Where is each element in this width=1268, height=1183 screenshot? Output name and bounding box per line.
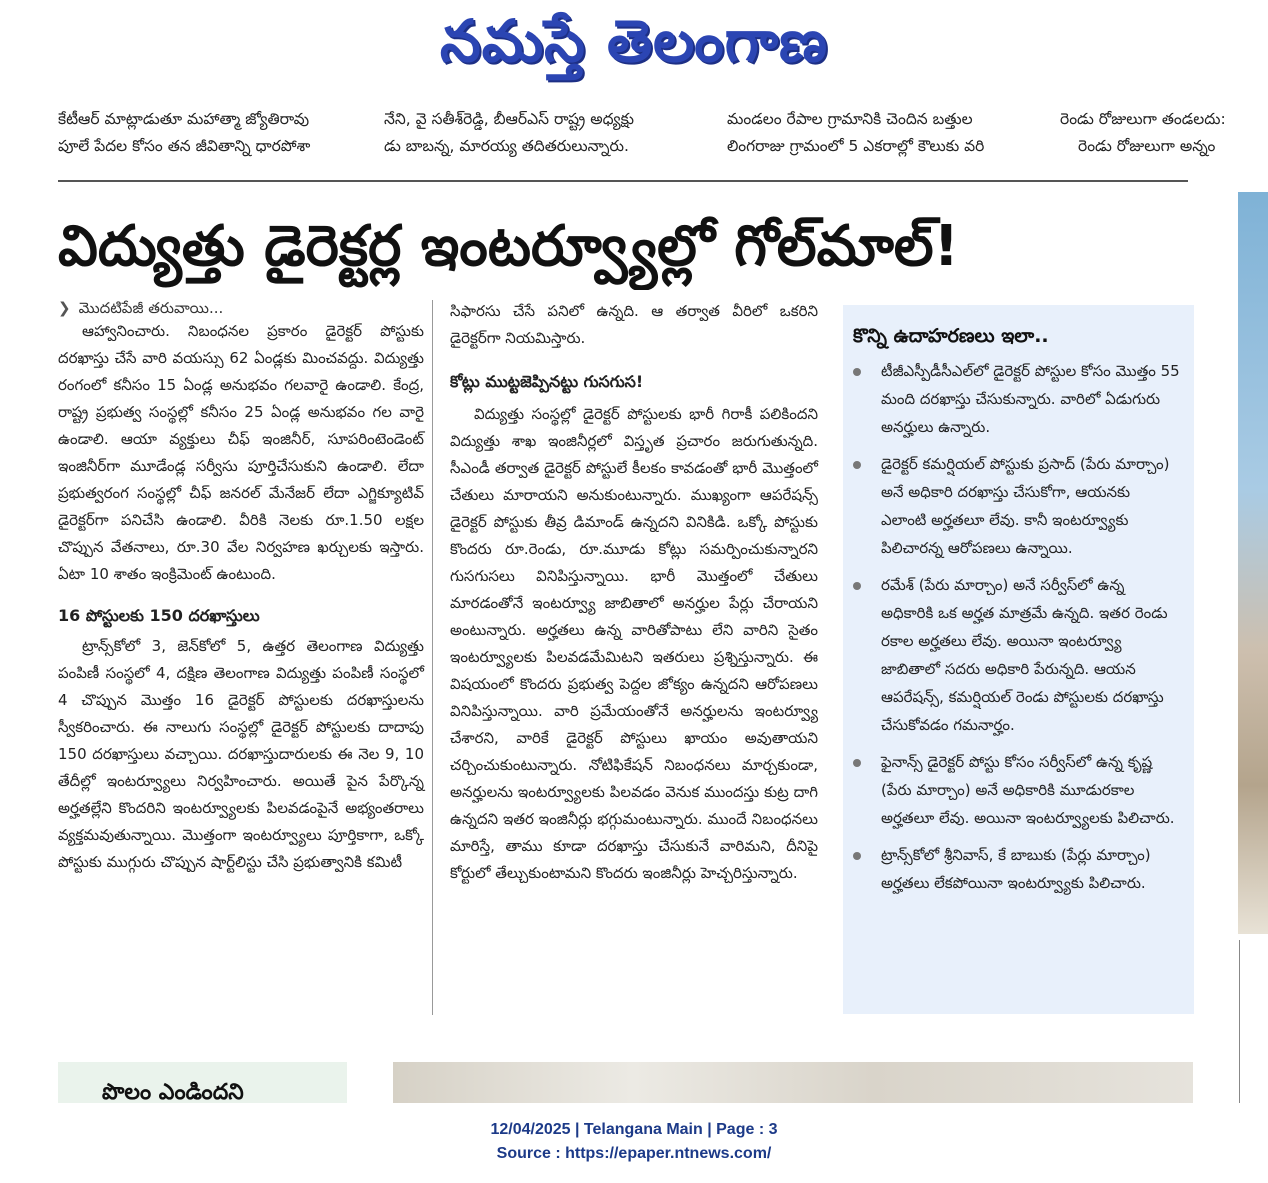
article-column-1 [58,298,424,876]
page-footer [0,1118,1268,1166]
list-item-text: డైరెక్టర్ కమర్షియల్ పోస్టుకు ప్రసాద్ (పేరు మార్చాం) అనే అధికారి దరఖాస్తు చేసుకోగా, ఆయనకు ఎలాంటి అర్హతలూ లేవు. కానీ ఇంటర్వ్యూకు పిలిచారన్న ఆరోపణలు ఉన్నాయి. [881,455,1170,557]
teaser-2-line2: డు బాబన్న, మారయ్య తదితరులున్నారు. [384,137,629,155]
next-story-heading: పొలం ఎండిందని [102,1080,244,1103]
teaser-1-line2: పూలే పేదల కోసం తన జీవితాన్ని ధారపోశా [58,137,311,155]
teaser-3 [727,106,1032,160]
sidebar-list [843,357,1194,897]
teaser-1 [58,106,358,160]
teaser-4 [1060,106,1268,160]
bullet-icon [853,759,861,767]
edition-info: 12/04/2025 | Telangana Main | Page : 3 [490,1121,778,1138]
section-divider [58,180,1188,182]
article-headline: విద్యుత్తు డైరెక్టర్ల ఇంటర్వ్యూల్లో గోల్‌మాల్! [58,214,960,279]
edge-divider [1239,940,1240,1103]
continued-kicker [58,298,424,318]
paragraph: ట్రాన్స్‌కోలో 3, జెన్‌కోలో 5, ఉత్తర తెలంగాణ విద్యుత్తు పంపిణీ సంస్థలో 4, దక్షిణ తెలంగాణ విద్యుత్తు పంపిణీ సంస్థలో 4 చొప్పున మొత్తం 16 డైరెక్టర్ పోస్టులకు దరఖాస్తులను స్వీకరించారు. ఈ నాలుగు సంస్థల్లో డైరెక్టర్ పోస్టులకు దాదాపు 150 దరఖాస్తులు వచ్చాయి. దరఖాస్తుదారులకు ఈ నెల 9, 10 తేదీల్లో ఇంటర్వ్యూలు నిర్వహించారు. అయితే పైన పేర్కొన్న అర్హతల్లేని కొందరిని ఇంటర్వ్యూలకు పిలవడంపైనే అభ్యంతరాలు వ్యక్తమవుతున్నాయి. మొత్తంగా ఇంటర్వ్యూలు పూర్తికాగా, ఒక్కో పోస్టుకు ముగ్గురు చొప్పున షార్ట్‌లిస్టు చేసి ప్రభుత్వానికి కమిటీ [58,637,424,871]
list-item-text: టీజీఎస్పీడీసీఎల్‌లో డైరెక్టర్ పోస్టుల కోసం మొత్తం 55 మంది దరఖాస్తు చేసుకున్నారు. వారిలో ఏడుగురు అనర్హులు ఉన్నారు. [881,362,1180,436]
bullet-icon [853,852,861,860]
teaser-3-line1: మండలం రేపాల గ్రామానికి చెందిన బత్తుల [727,110,973,128]
masthead [0,0,1268,86]
bullet-icon [853,582,861,590]
teaser-2 [384,106,684,160]
list-item [843,748,1194,832]
list-item [843,571,1194,739]
teaser-4-line1: రెండు రోజులుగా తండలదు: [1060,110,1226,128]
kicker-text: మొదటిపేజీ తరువాయి... [78,299,224,317]
list-item [843,357,1194,441]
list-item-text: ట్రాన్స్‌కోలో శ్రీనివాస్, కే బాబుకు (పేర్లు మార్చాం) అర్హతలు లేకపోయినా ఇంటర్వ్యూకు పిలిచారు. [881,846,1151,892]
bullet-icon [853,461,861,469]
paragraph: సిఫారసు చేసే పనిలో ఉన్నది. ఆ తర్వాత వీరిలో ఒకరిని డైరెక్టర్‌గా నియమిస్తారు. [450,302,818,347]
paragraph: ఆహ్వానించారు. నిబంధనల ప్రకారం డైరెక్టర్ పోస్టుకు దరఖాస్తు చేసే వారి వయస్సు 62 ఏండ్లకు మించవద్దు. విద్యుత్తు రంగంలో కనీసం 15 ఏండ్ల అనుభవం గలవారై ఉండాలి. కేంద్ర, రాష్ట్ర ప్రభుత్వ సంస్థల్లో కనీసం 25 ఏండ్ల అనుభవం గల వారై ఉండాలి. ఆయా వ్యక్తులు చీఫ్ ఇంజినీర్, సూపరింటెండెంట్ ఇంజినీర్‌గా మూడేండ్ల సర్వీసు పూర్తిచేసుకుని ఉండాలి. లేదా ప్రభుత్వరంగ సంస్థల్లో చీఫ్ జనరల్ మేనేజర్ లేదా ఎగ్జిక్యూటివ్ డైరెక్టర్‌గా పనిచేసి ఉండాలి. వీరికి నెలకు రూ.1.50 లక్షల చొప్పున వేతనాలు, రూ.30 వేల నిర్వహణ ఖర్చులకు ఇస్తారు. ఏటా 10 శాతం ఇంక్రిమెంట్ ఉంటుంది. [58,322,424,583]
adjacent-photo-edge [1238,192,1268,934]
source-link[interactable]: Source : https://epaper.ntnews.com/ [496,1145,772,1162]
list-item [843,450,1194,562]
teaser-1-line1: కేటీఆర్ మాట్లాడుతూ మహాత్మా జ్యోతిరావు [58,110,310,128]
column-divider [432,300,433,1015]
article-column-2 [450,298,818,887]
subheading: 16 పోస్టులకు 150 దరఖాస్తులు [58,606,260,625]
subheading: కోట్లు ముట్టజెప్పినట్టు గుసగుస! [450,372,644,391]
teaser-3-line2: లింగరాజు గ్రామంలో 5 ఎకరాల్లో కౌలుకు వరి [727,137,985,155]
next-story-teaser [58,1062,347,1103]
bullet-icon [853,368,861,376]
list-item-text: ఫైనాన్స్ డైరెక్టర్ పోస్టు కోసం సర్వీస్‌లో ఉన్న కృష్ణ (పేరు మార్చాం) అనే అధికారికి మూడురకాల అర్హతలూ లేవు. అయినా ఇంటర్వ్యూలకు పిలిచారు. [881,753,1175,827]
teaser-4-line2: రెండు రోజులుగా అన్నం [1078,137,1216,155]
newspaper-logo: నమస్తే తెలంగాణ [440,7,828,75]
paragraph: విద్యుత్తు సంస్థల్లో డైరెక్టర్ పోస్టులకు భారీ గిరాకీ పలికిందని విద్యుత్తు శాఖ ఇంజినీర్లలో విస్తృత ప్రచారం జరుగుతున్నది. సీఎండీ తర్వాత డైరెక్టర్ పోస్టులే కీలకం కావడంతో భారీ మొత్తంలో చేతులు మారాయని అనుకుంటున్నారు. ముఖ్యంగా ఆపరేషన్స్ డైరెక్టర్ పోస్టుకు తీవ్ర డిమాండ్ ఉన్నదని వినికిడి. ఒక్కో పోస్టుకు కొందరు రూ.రెండు, రూ.మూడు కోట్లు సమర్పించుకున్నారని గుసగుసలు వినిపిస్తున్నాయి. భారీ మొత్తంలో చేతులు మారడంతోనే ఇంటర్వ్యూ జాబితాలో అనర్హుల పేర్లు చేరాయని అంటున్నారు. అర్హతలు ఉన్న వారితోపాటు లేని వారిని సైతం ఇంటర్వ్యూలకు పిలవడమేమిటని ఇతరులు ప్రశ్నిస్తున్నారు. ఈ విషయంలో కొందరు ప్రభుత్వ పెద్దల జోక్యం ఉన్నదని ఆరోపణలు వినిపిస్తున్నాయి. వారి ప్రమేయంతోనే అనర్హులను ఇంటర్వ్యూ చేశారని, వారికే డైరెక్టర్ పోస్టులు ఖాయం అవుతాయని చర్చించుకుంటున్నారు. నోటిఫికేషన్ నిబంధనలు మార్చకుండా, అనర్హులను ఇంటర్వ్యూలకు పిలవడం వెనుక ముందస్తు కుట్ర దాగి ఉన్నదని ఇతర ఇంజినీర్లు భగ్గుమంటున్నారు. ముందే నిబంధనలు మారిస్తే, తాము కూడా దరఖాస్తు చేసుకునే వారిమని, దీనిపై కోర్టులో తేల్చుకుంటామని కొందరు ఇంజినీర్లు హెచ్చరిస్తున్నారు. [450,405,818,882]
sidebar-title: కొన్ని ఉదాహరణలు ఇలా.. [853,325,1049,347]
list-item [843,841,1194,897]
list-item-text: రమేశ్ (పేరు మార్చాం) అనే సర్వీస్‌లో ఉన్న అధికారికి ఒక అర్హత మాత్రమే ఉన్నది. ఇతర రెండు రకాల అర్హతలు లేవు. అయినా ఇంటర్వ్యూ జాబితాలో సదరు అధికారి పేరున్నది. ఆయన ఆపరేషన్స్, కమర్షియల్ రెండు పోస్టులకు దరఖాస్తు చేసుకోవడం గమనార్హం. [881,576,1168,734]
next-story-photo [393,1062,1193,1103]
teaser-2-line1: నేని, వై సతీశ్‌రెడ్డి, బీఆర్‌ఎస్ రాష్ట్ర అధ్యక్షు [384,110,635,128]
chevron-right-icon: ❯ [58,299,71,317]
examples-sidebar [843,305,1194,1014]
